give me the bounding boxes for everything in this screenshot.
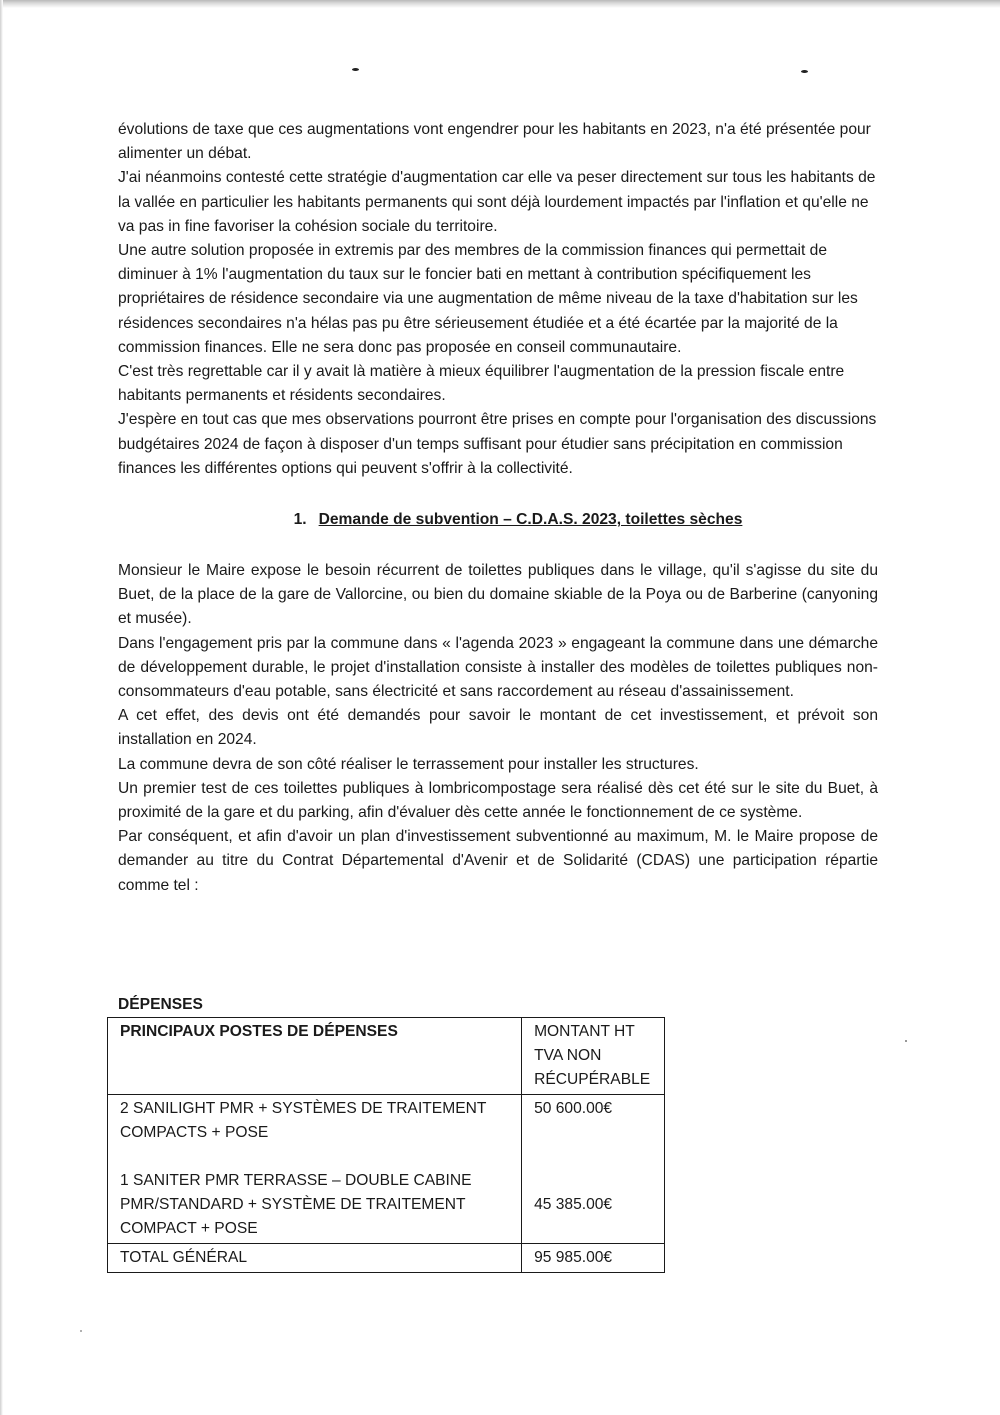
table-total-row xyxy=(108,1244,665,1273)
item-line: COMPACT + POSE xyxy=(120,1220,258,1237)
item-line: PMR/STANDARD + SYSTÈME DE TRAITEMENT xyxy=(120,1196,466,1213)
table-header-cell: PRINCIPAUX POSTES DE DÉPENSES xyxy=(108,1018,522,1095)
item-line: 2 SANILIGHT PMR + SYSTÈMES DE TRAITEMENT xyxy=(120,1100,487,1117)
total-amount: 95 985.00€ xyxy=(522,1244,665,1273)
body-paragraph: Un premier test de ces toilettes publiques à lombricompostage sera réalisé dès cet été sur le site du Buet, à proximité de la gare et du parking, afin d'évaluer dès cette année le fonctionnement de ce système. xyxy=(118,779,878,822)
header-line: TVA NON xyxy=(534,1047,602,1064)
total-label: TOTAL GÉNÉRAL xyxy=(108,1244,522,1273)
intro-paragraph: J'ai néanmoins contesté cette stratégie d'augmentation car elle va peser directement sur tous les habitants de la vallée en particulier les habitants permanents qui sont déjà lourdement impactés par l'inflation et qu'elle ne va pas in fine favoriser la cohésion sociale du territoire. xyxy=(118,169,876,235)
expenses-table xyxy=(107,1017,665,1273)
body-paragraph: Dans l'engagement pris par la commune dans « l'agenda 2023 » engageant la commune dans une démarche de développement durable, le projet d'installation consiste à installer des modèles de toilettes publiques non-consommateurs d'eau potable, sans électricité et sans raccordement au réseau d'assainissement. xyxy=(118,634,878,701)
header-line: RÉCUPÉRABLE xyxy=(534,1071,651,1088)
scan-speck xyxy=(80,1330,82,1332)
scan-speck xyxy=(352,68,359,71)
body-paragraph: Par conséquent, et afin d'avoir un plan d'investissement subventionné au maximum, M. le Maire propose de demander au titre du Contrat Départemental d'Avenir et de Solidarité (CDAS) une participation répartie comme tel : xyxy=(118,828,878,894)
table-row xyxy=(108,1095,665,1244)
scan-speck xyxy=(801,70,808,73)
item-line: 1 SANITER PMR TERRASSE – DOUBLE CABINE xyxy=(120,1172,472,1189)
body-paragraph: La commune devra de son côté réaliser le terrassement pour installer les structures. xyxy=(118,755,699,773)
item-line: COMPACTS + POSE xyxy=(120,1124,269,1141)
section-title: Demande de subvention – C.D.A.S. 2023, toilettes sèches xyxy=(318,511,743,529)
document-body xyxy=(118,118,878,898)
header-line: MONTANT HT xyxy=(534,1023,635,1040)
intro-paragraph: J'espère en tout cas que mes observations pourront être prises en compte pour l'organisation des discussions budgétaires 2024 de façon à disposer d'un temps suffisant pour étudier sans précipitation en commission finances les différentes options qui peuvent s'offrir à la collectivité. xyxy=(118,411,877,477)
body-paragraph: Monsieur le Maire expose le besoin récurrent de toilettes publiques dans le village, qu'il s'agisse du site du Buet, de la place de la gare de Vallorcine, ou bien du domaine skiable de la Poya ou de Barberine (canyoning et musée). xyxy=(118,562,878,628)
scan-speck xyxy=(905,1040,907,1042)
table-cell-amounts xyxy=(522,1095,665,1244)
table-header-row xyxy=(108,1018,665,1095)
table-cell-items xyxy=(108,1095,522,1244)
amount-value: 50 600.00€ xyxy=(534,1100,613,1117)
body-paragraph: A cet effet, des devis ont été demandés pour savoir le montant de cet investissement, et prévoit son installation en 2024. xyxy=(118,707,878,749)
scan-edge-top xyxy=(0,0,1000,8)
table-header-cell xyxy=(522,1018,665,1095)
intro-paragraph: C'est très regrettable car il y avait là matière à mieux équilibrer l'augmentation de la pression fiscale entre habitants permanents et résidents secondaires. xyxy=(118,363,845,405)
intro-paragraph: évolutions de taxe que ces augmentations vont engendrer pour les habitants en 2023, n'a été présentée pour alimenter un débat. xyxy=(118,121,871,163)
amount-value: 45 385.00€ xyxy=(534,1196,613,1213)
section-heading xyxy=(118,509,878,531)
scan-edge-left xyxy=(0,0,3,1415)
intro-paragraph: Une autre solution proposée in extremis par des membres de la commission finances qui permettait de diminuer à 1% l'augmentation du taux sur le foncier bati en mettant à contribution spécifiquement les propriétaires de résidence secondaire via une augmentation de même niveau de la taxe d'habitation sur les résidences secondaires n'a hélas pas pu être sérieusement étudiée et a été écartée par la majorité de la commission finances. Elle ne sera donc pas proposée en conseil communautaire. xyxy=(118,242,858,356)
expenses-label: DÉPENSES xyxy=(118,996,203,1013)
section-number: 1. xyxy=(293,511,307,529)
